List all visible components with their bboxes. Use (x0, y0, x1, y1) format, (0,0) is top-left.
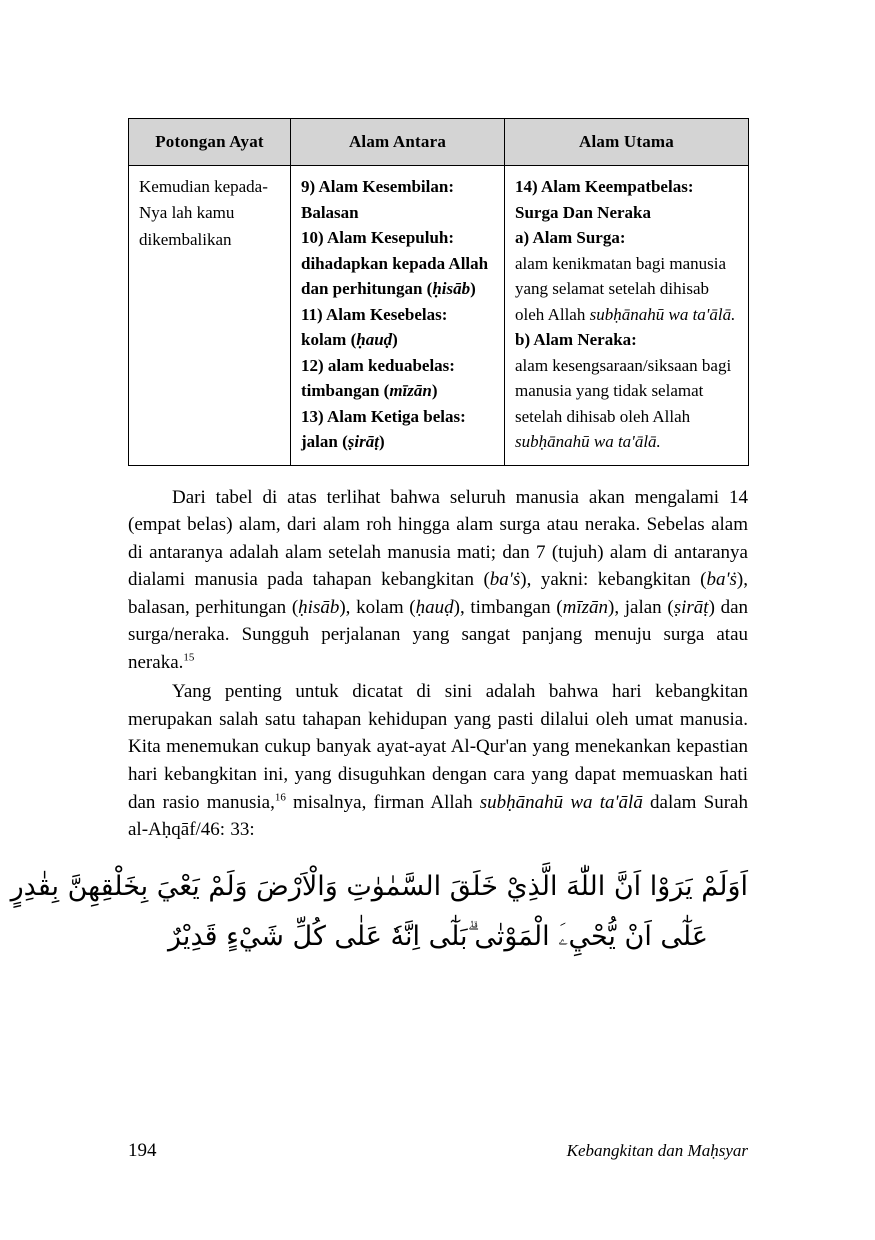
quran-verse (10, 862, 748, 962)
utama-surga-label: a) Alam Surga: (515, 228, 626, 247)
body-paragraph-1: Dari tabel di atas terlihat bahwa seluruh manusia akan mengalami 14 (empat belas) alam, dari alam roh hingga alam surga atau neraka. Sebelas alam di antaranya adalah alam setelah manusia mati; dan 7 (tujuh) alam di antaranya dialami manusia pada tahapan kebangkitan (ba'ṡ), yakni: kebangkitan (ba'ṡ), balasan, perhitungan (ḥisāb), kolam (ḥauḍ), timbangan (mīzān), jalan (ṣirāṭ) dan surga/neraka. Sungguh perjalanan yang sangat panjang menuju surga atau neraka.$^{15}$ (128, 486, 749, 673)
quran-verse-line-2: عَلٰٓى اَنْ يُّحْيِۦَ الْمَوْتٰى ۗبَلٰٓى اِنَّهٗ عَلٰى كُلِّ شَيْءٍ قَدِيْرٌ (168, 920, 708, 952)
utama-neraka-label: b) Alam Neraka: (515, 330, 637, 349)
alam-table (128, 118, 749, 466)
table-header-row (129, 119, 749, 166)
table-body (129, 166, 749, 466)
utama-neraka-text: alam kesengsaraan/siksaan bagi manusia yang tidak selamat setelah dihisab oleh Allah subḥānahū wa ta'ālā. (515, 355, 732, 451)
page-footer (128, 1140, 748, 1162)
utama-title: 14) Alam Keempatbelas: Surga Dan Neraka (515, 177, 694, 222)
utama-surga-text: alam kenikmatan bagi manusia yang selamat setelah dihisab oleh Allah subḥānahū wa ta'ālā. (515, 253, 736, 324)
cell-alam-utama (505, 166, 749, 466)
quran-verse-line-1: اَوَلَمْ يَرَوْا اَنَّ اللّٰهَ الَّذِيْ خَلَقَ السَّمٰوٰتِ وَالْاَرْضَ وَلَمْ يَعْيَ بِخَلْقِهِنَّ بِقٰدِرٍ (10, 870, 748, 902)
footnote-marker-15: 15 (183, 651, 195, 664)
body-paragraph-2: Yang penting untuk dicatat di sini adalah bahwa hari kebangkitan merupakan salah satu tahapan kehidupan yang pasti dilalui oleh umat manusia. Kita menemukan cukup banyak ayat-ayat Al-Qur'an yang menekankan kepastian hari kebangkitan ini, yang disuguhkan dengan cara yang dapat memuaskan hati dan rasio manusia,$^{16}$ misalnya, firman Allah subḥānahū wa ta'ālā dalam Surah al-Aḥqāf/46: 33: (128, 681, 748, 841)
antara-item-11: 11) Alam Kesebelas: kolam (ḥauḍ) (301, 304, 448, 349)
antara-item-13: 13) Alam Ketiga belas: jalan (ṣirāṭ) (301, 406, 466, 451)
footnote-marker-16: 16 (274, 791, 286, 804)
cell-alam-antara (291, 166, 505, 466)
column-header-alam-antara: Alam Antara (291, 119, 505, 166)
table-row (129, 166, 749, 466)
table-header (129, 119, 749, 166)
cell-potongan-ayat: Kemudian kepada-Nya lah kamu dikembalikan (129, 166, 291, 466)
page-number: 194 (128, 1140, 157, 1161)
antara-item-9: 9) Alam Kesembilan: Balasan (301, 177, 454, 222)
antara-item-10: 10) Alam Kesepuluh: dihadapkan kepada Allah dan perhitungan (ḥisāb) (301, 228, 489, 298)
running-head: Kebangkitan dan Maḥsyar (566, 1141, 748, 1160)
column-header-potongan-ayat: Potongan Ayat (129, 119, 291, 166)
column-header-alam-utama: Alam Utama (505, 119, 749, 166)
page-content (10, 118, 749, 961)
antara-item-12: 12) alam keduabelas: timbangan (mīzān) (301, 355, 455, 400)
